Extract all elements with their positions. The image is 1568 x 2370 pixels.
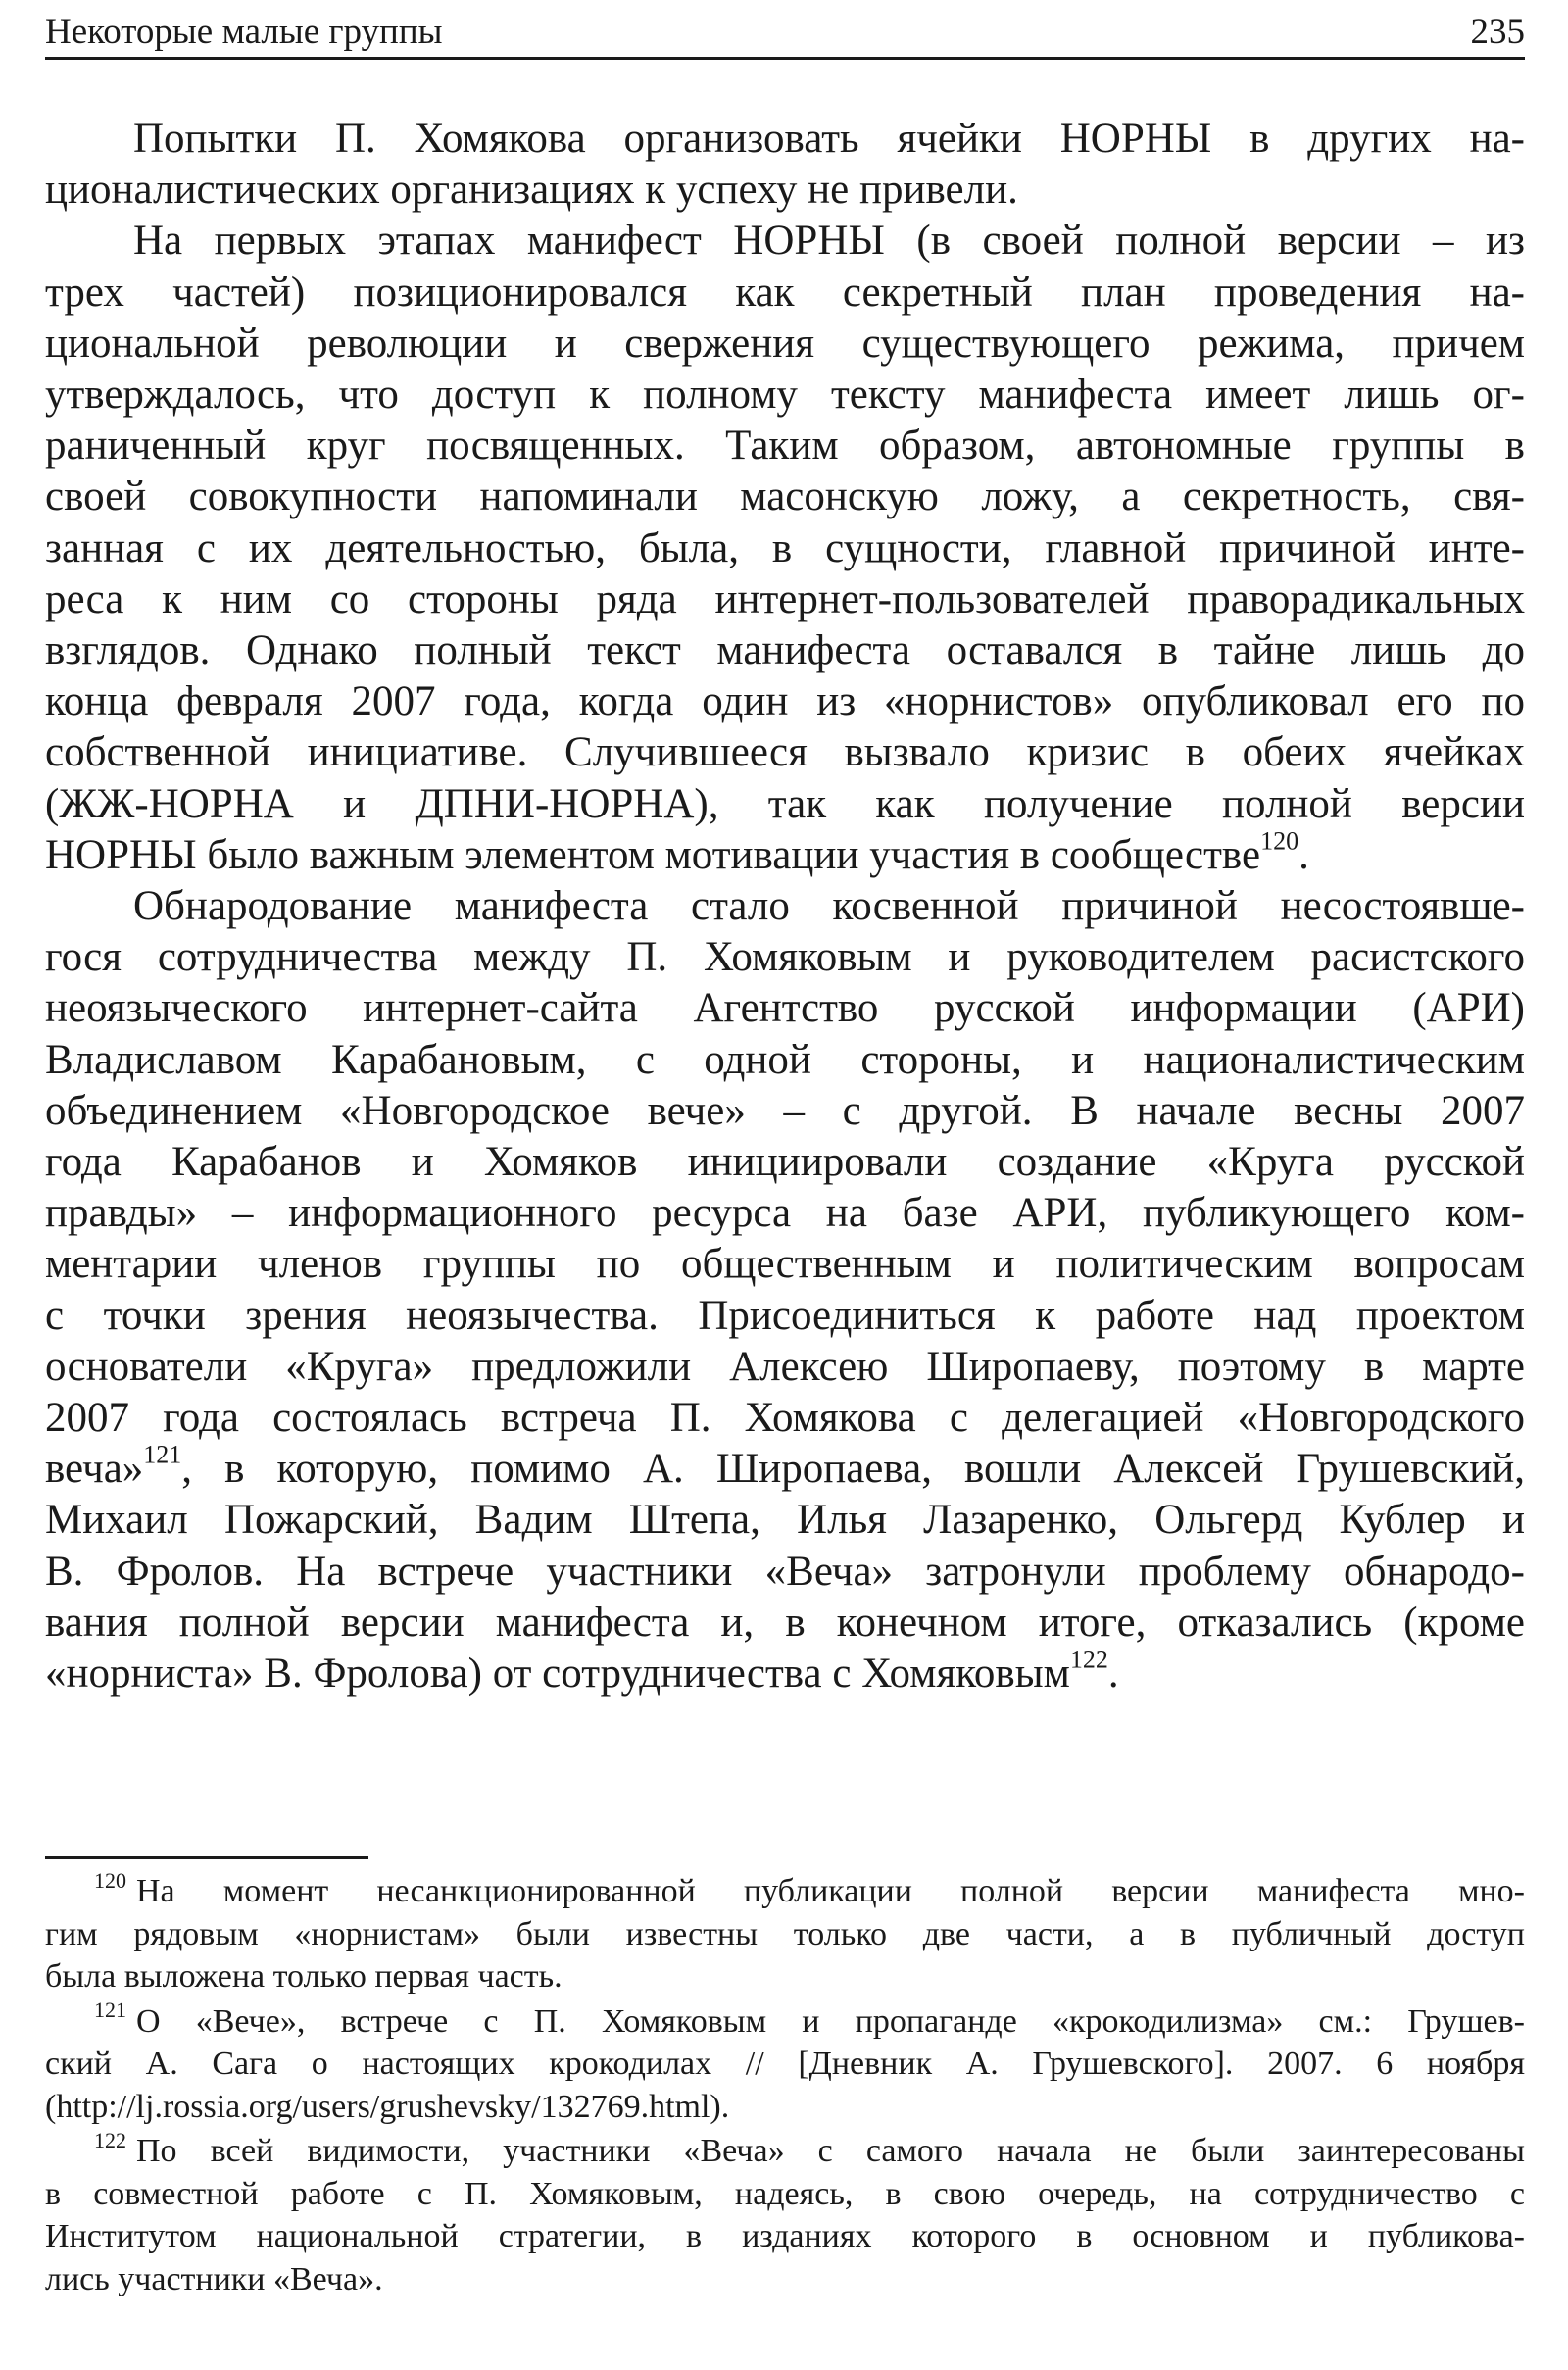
footnote-line: Институтом национальной стратегии, в изданиях которого в основном и публикова- [45,2218,1525,2254]
paragraph-2 [45,216,1525,881]
header-rule [45,57,1525,60]
text-line: ционалистических организациях к успеху не привели. [45,167,1018,214]
text-line: конца февраля 2007 года, когда один из «норнистов» опубликовал его по [45,678,1525,725]
text-line: (ЖЖ-НОРНА и ДПНИ-НОРНА), так как получение полной версии [45,780,1525,827]
text-fragment: . [1107,1651,1119,1698]
text-fragment: «норниста» В. Фролова) от сотрудничества с Хомяковым [45,1651,1070,1698]
text-line: собственной инициативе. Случившееся вызвало кризис в обеих ячейках [45,729,1525,776]
text-line: ментарии членов группы по общественным и политическим вопросам [45,1241,1525,1288]
footnote-122 [45,2127,1525,2300]
text-fragment: веча» [45,1446,144,1493]
footnote-ref-120[interactable]: 120 [1260,826,1299,856]
chapter-title: Некоторые малые группы [45,12,443,52]
text-line: Михаил Пожарский, Вадим Штепа, Илья Лазаренко, Ольгерд Кублер и [45,1497,1525,1544]
footnote-link-line[interactable]: (http://lj.rossia.org/users/grushevsky/132769.html). [45,2088,730,2125]
text-line [45,1440,1525,1495]
footnote-line: гим рядовым «норнистам» были известны только две части, а в публичный доступ [45,1915,1525,1952]
footnote-line [45,2000,1525,2044]
footnote-line: в совместной работе с П. Хомяковым, надеясь, в свою очередь, на сотрудничество с [45,2175,1525,2212]
paragraph-1 [45,114,1525,216]
page-number: 235 [1470,12,1525,52]
text-line: гося сотрудничества между П. Хомяковым и руководителем расистского [45,934,1525,981]
text-line: с точки зрения неоязычества. Присоединиться к работе над проектом [45,1292,1525,1339]
footnote-separator [45,1856,368,1859]
text-line: утверждалось, что доступ к полному тексту манифеста имеет лишь ог- [45,371,1525,419]
footnote-text: О «Вече», встрече с П. Хомяковым и пропаганде «крокодилизма» см.: Грушев- [136,2002,1525,2040]
text-line: вания полной версии манифеста и, в конечном итоге, отказались (кроме [45,1599,1525,1646]
paragraph-3 [45,881,1525,1700]
text-line: 2007 года состоялась встреча П. Хомякова с делегацией «Новгородского [45,1395,1525,1442]
text-line: своей совокупности напоминали масонскую ложу, а секретность, свя- [45,473,1525,520]
footnote-number: 120 [94,1867,126,1893]
text-fragment: НОРНЫ было важным элементом мотивации участия в сообществе [45,831,1261,878]
footnote-ref-121[interactable]: 121 [143,1440,182,1469]
main-text [45,114,1525,1700]
text-line-last [45,826,1525,881]
text-line: объединением «Новгородское вече» – с другой. В начале весны 2007 [45,1087,1525,1134]
text-line-last [45,1645,1525,1700]
text-line: Обнародование манифеста стало косвенной причиной несостоявше- [133,883,1525,930]
text-line: реса к ним со стороны ряда интернет-пользователей праворадикальных [45,575,1525,622]
text-fragment: . [1298,831,1309,878]
text-line: неоязыческого интернет-сайта Агентство русской информации (АРИ) [45,985,1525,1032]
text-line: Попытки П. Хомякова организовать ячейки НОРНЫ в других на- [133,116,1525,162]
footnote-120 [45,1867,1525,1999]
footnote-line [45,1867,1525,1913]
text-line: года Карабанов и Хомяков инициировали создание «Круга русской [45,1139,1525,1186]
footnote-text: На момент несанкционированной публикации полной версии манифеста мно- [136,1873,1525,1909]
text-line: В. Фролов. На встрече участники «Веча» затронули проблему обнародо- [45,1548,1525,1595]
footnote-ref-122[interactable]: 122 [1069,1645,1108,1674]
text-line: На первых этапах манифест НОРНЫ (в своей полной версии – из [133,218,1525,265]
footnote-line: была выложена только первая часть. [45,1958,563,1995]
text-line: Владиславом Карабановым, с одной стороны, и националистическим [45,1036,1525,1083]
footnote-line: ский А. Сага о настоящих крокодилах // [Дневник А. Грушевского]. 2007. 6 ноября [45,2046,1525,2082]
text-line: раниченный круг посвященных. Таким образом, автономные группы в [45,422,1525,469]
text-fragment: , в которую, помимо А. Широпаева, вошли Алексей Грушевский, [181,1446,1525,1493]
text-line: взглядов. Однако полный текст манифеста оставался в тайне лишь до [45,627,1525,674]
footnote-text: По всей видимости, участники «Веча» с самого начала не были заинтересованы [136,2133,1525,2169]
footnotes [45,1867,1525,2302]
footnote-line: лись участники «Веча». [45,2260,383,2297]
text-line: трех частей) позиционировался как секретный план проведения на- [45,269,1525,316]
footnote-line [45,2127,1525,2173]
footnote-number: 121 [94,1998,126,2023]
footnote-number: 122 [94,2127,126,2152]
text-line: циональной революции и свержения существующего режима, причем [45,320,1525,367]
text-line: занная с их деятельностью, была, в сущности, главной причиной инте- [45,524,1525,571]
text-line: правды» – информационного ресурса на базе АРИ, публикующего ком- [45,1190,1525,1237]
footnote-121 [45,2000,1525,2129]
running-header [45,6,1525,55]
text-line: основатели «Круга» предложили Алексею Широпаеву, поэтому в марте [45,1343,1525,1390]
